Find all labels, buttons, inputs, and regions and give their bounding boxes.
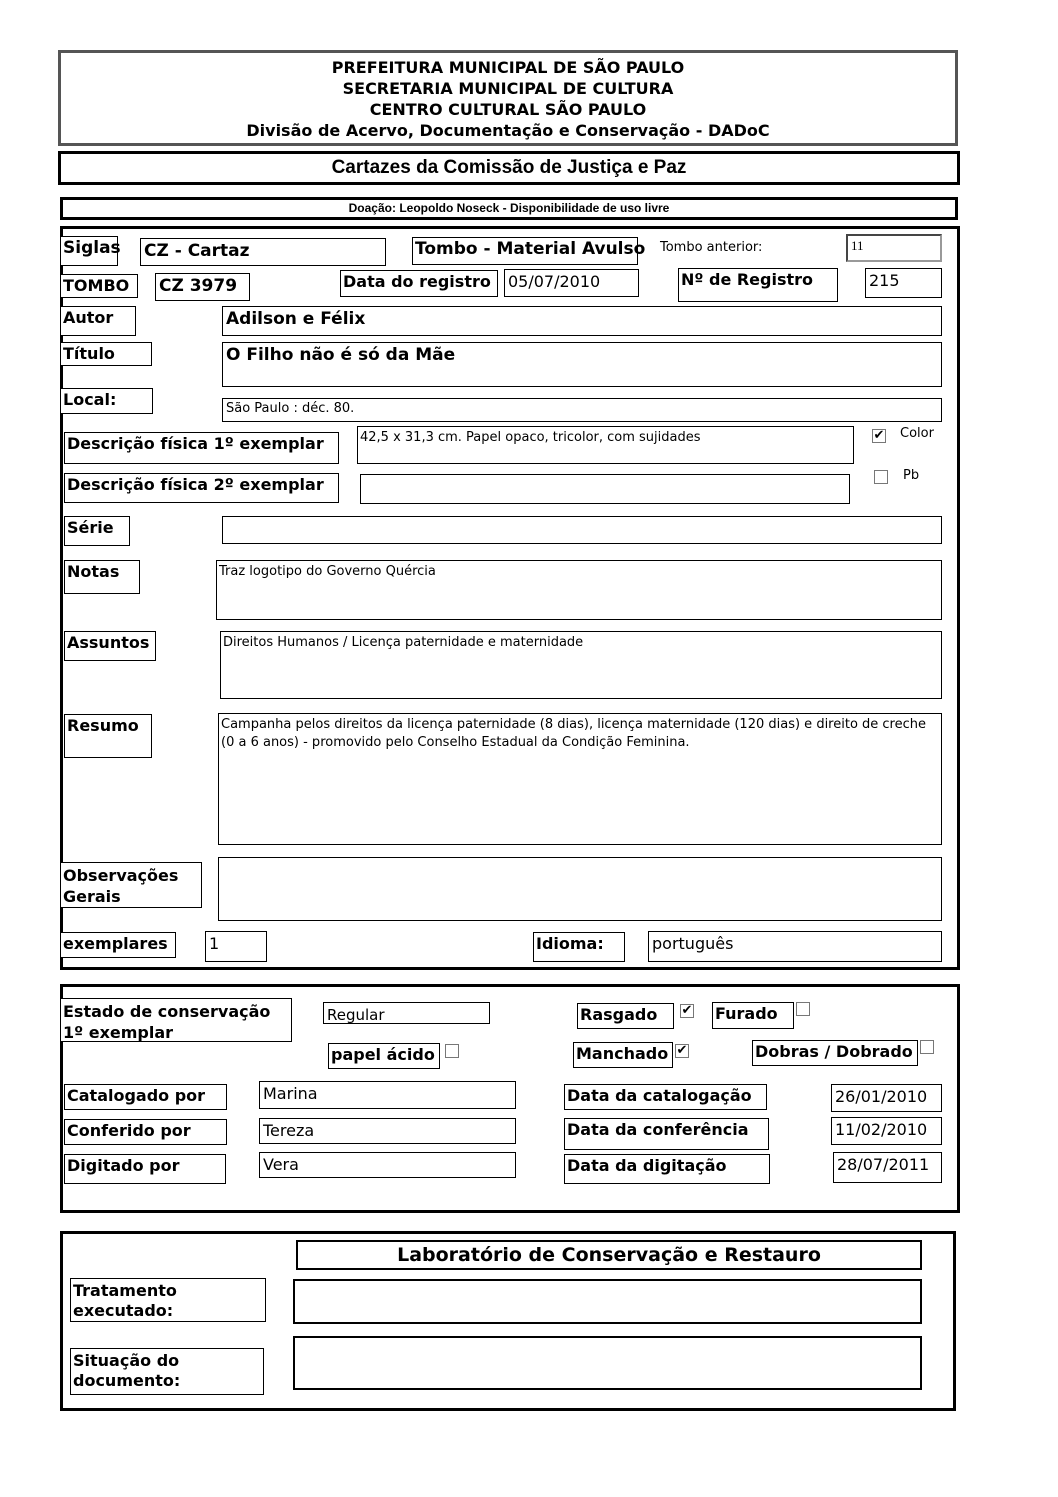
- notas-label: Notas: [64, 560, 140, 594]
- lab-title: Laboratório de Conservação e Restauro: [296, 1240, 922, 1270]
- desc2-field[interactable]: [360, 474, 850, 504]
- situacao-label: Situação do documento:: [70, 1348, 264, 1395]
- catalogado-label: Catalogado por: [64, 1084, 227, 1110]
- color-label: Color: [900, 426, 934, 441]
- assuntos-label: Assuntos: [64, 631, 156, 661]
- idioma-label: Idioma:: [533, 932, 625, 962]
- tombo-label: TOMBO: [60, 274, 138, 298]
- donation-line: Doação: Leopoldo Noseck - Disponibilidade de uso livre: [60, 197, 958, 220]
- assuntos-field[interactable]: Direitos Humanos / Licença paternidade e maternidade: [220, 631, 942, 699]
- dobras-label: Dobras / Dobrado: [752, 1040, 918, 1066]
- papel-acido-label: papel ácido: [328, 1043, 440, 1069]
- data-digitacao-label: Data da digitação: [564, 1154, 770, 1184]
- n-registro-label: Nº de Registro: [678, 268, 838, 302]
- conferido-field[interactable]: Tereza: [259, 1118, 516, 1144]
- local-field[interactable]: São Paulo : déc. 80.: [222, 398, 942, 422]
- tombo-anterior-field[interactable]: 11: [846, 234, 942, 262]
- pb-checkbox[interactable]: [874, 470, 888, 484]
- header-line-2: SECRETARIA MUNICIPAL DE CULTURA: [342, 79, 674, 98]
- furado-checkbox[interactable]: [796, 1002, 810, 1016]
- resumo-field[interactable]: Campanha pelos direitos da licença paternidade (8 dias), licença maternidade (120 dias) e direito de creche (0 a 6 anos) - promovido pelo Conselho Estadual da Condição Feminina.: [218, 713, 942, 845]
- data-registro-label: Data do registro: [340, 270, 498, 297]
- observacoes-field[interactable]: [218, 857, 942, 921]
- idioma-field[interactable]: português: [648, 931, 942, 962]
- header-line-1: PREFEITURA MUNICIPAL DE SÃO PAULO: [331, 58, 685, 77]
- data-catalogacao-label: Data da catalogação: [564, 1084, 767, 1110]
- tratamento-label: Tratamento executado:: [70, 1278, 266, 1322]
- data-catalogacao-field[interactable]: 26/01/2010: [831, 1084, 942, 1112]
- desc2-label: Descrição física 2º exemplar: [64, 473, 339, 503]
- serie-label: Série: [64, 516, 130, 546]
- collection-title: Cartazes da Comissão de Justiça e Paz: [58, 151, 960, 185]
- tombo-type-label: Tombo - Material Avulso: [412, 237, 638, 265]
- tombo-anterior-label: Tombo anterior:: [660, 240, 763, 255]
- autor-field[interactable]: Adilson e Félix: [222, 306, 942, 336]
- catalogado-field[interactable]: Marina: [259, 1081, 516, 1109]
- header-line-3: CENTRO CULTURAL SÃO PAULO: [369, 100, 647, 119]
- observacoes-label: Observações Gerais: [60, 862, 202, 908]
- color-checkbox[interactable]: ✔: [873, 428, 885, 443]
- data-conferencia-field[interactable]: 11/02/2010: [831, 1117, 942, 1145]
- titulo-field[interactable]: O Filho não é só da Mãe: [222, 342, 942, 387]
- conferido-label: Conferido por: [64, 1119, 227, 1145]
- manchado-label: Manchado: [573, 1042, 673, 1068]
- notas-field[interactable]: Traz logotipo do Governo Quércia: [216, 560, 942, 620]
- institution-header: [58, 50, 958, 146]
- header-line-4: Divisão de Acervo, Documentação e Conservação - DADoC: [246, 121, 770, 140]
- digitado-field[interactable]: Vera: [259, 1152, 516, 1178]
- resumo-label: Resumo: [64, 714, 152, 758]
- rasgado-checkbox[interactable]: ✔: [681, 1003, 693, 1018]
- manchado-checkbox[interactable]: ✔: [676, 1043, 688, 1058]
- exemplares-label: exemplares: [60, 932, 176, 958]
- siglas-label: Siglas: [60, 236, 118, 266]
- furado-label: Furado: [712, 1002, 794, 1029]
- tratamento-field[interactable]: [293, 1279, 922, 1324]
- autor-label: Autor: [60, 306, 136, 336]
- titulo-label: Título: [60, 342, 152, 366]
- exemplares-field[interactable]: 1: [205, 931, 267, 962]
- data-conferencia-label: Data da conferência: [564, 1118, 769, 1150]
- desc1-field[interactable]: 42,5 x 31,3 cm. Papel opaco, tricolor, com sujidades: [357, 426, 854, 464]
- estado-field[interactable]: Regular: [323, 1002, 490, 1024]
- desc1-label: Descrição física 1º exemplar: [64, 432, 339, 464]
- local-label: Local:: [60, 388, 153, 414]
- situacao-field[interactable]: [293, 1336, 922, 1390]
- data-digitacao-field[interactable]: 28/07/2011: [833, 1152, 942, 1183]
- n-registro-field[interactable]: 215: [865, 268, 942, 298]
- dobras-checkbox[interactable]: [920, 1040, 934, 1054]
- papel-acido-checkbox[interactable]: [445, 1044, 459, 1058]
- pb-label: Pb: [903, 468, 920, 483]
- data-registro-field[interactable]: 05/07/2010: [504, 269, 639, 297]
- siglas-field[interactable]: CZ - Cartaz: [140, 238, 386, 266]
- rasgado-label: Rasgado: [577, 1003, 674, 1029]
- estado-label: Estado de conservação 1º exemplar: [60, 998, 292, 1042]
- serie-field[interactable]: [222, 516, 942, 544]
- digitado-label: Digitado por: [64, 1154, 226, 1184]
- tombo-field[interactable]: CZ 3979: [155, 273, 250, 301]
